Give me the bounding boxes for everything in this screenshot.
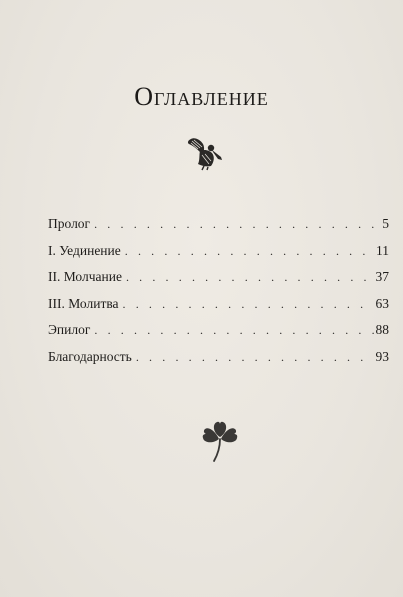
toc-entry-page: 11 (376, 242, 389, 258)
dot-leader (126, 264, 374, 291)
page-title: Оглавление (134, 82, 269, 111)
toc-entry-label: II. Молчание (48, 269, 122, 284)
toc-entry-page: 5 (382, 216, 389, 231)
toc-entry-prologue[interactable] (48, 211, 389, 238)
toc-entry-label: Пролог (48, 216, 91, 231)
shamrock-icon (200, 419, 240, 463)
toc-entry-prayer[interactable] (48, 291, 389, 318)
dot-leader (94, 211, 380, 238)
dot-leader (125, 238, 374, 265)
toc-entry-page: 88 (375, 322, 389, 337)
table-of-contents (48, 211, 389, 370)
toc-entry-epilogue[interactable] (48, 317, 389, 344)
toc-entry-label: Благодарность (48, 348, 132, 364)
toc-entry-acknowledgements[interactable] (48, 344, 389, 371)
dot-leader (94, 317, 373, 344)
toc-entry-label: Эпилог (48, 322, 91, 337)
toc-entry-label: III. Молитва (48, 295, 119, 311)
dot-leader (136, 344, 374, 371)
toc-entry-label: I. Уединение (48, 242, 121, 258)
toc-entry-silence[interactable] (48, 264, 389, 291)
angel-trumpet-icon (182, 133, 224, 171)
dot-leader (123, 291, 374, 318)
toc-entry-page: 93 (375, 348, 389, 364)
toc-entry-solitude[interactable] (48, 238, 389, 265)
toc-entry-page: 63 (375, 295, 389, 311)
toc-entry-page: 37 (375, 269, 389, 284)
